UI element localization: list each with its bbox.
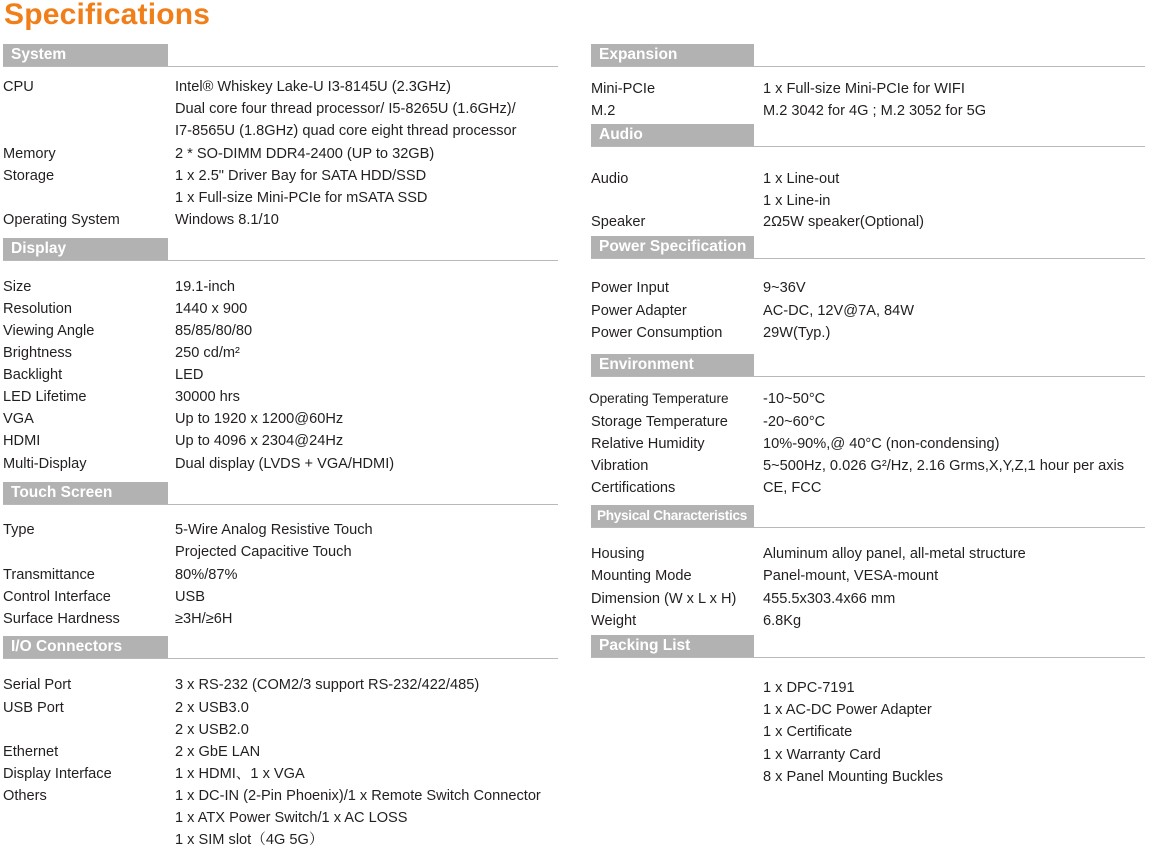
spec-value: LED [175, 367, 204, 383]
spec-value: 1 x Line-in [763, 193, 831, 210]
spec-values [763, 211, 924, 233]
page-title: Specifications [4, 0, 211, 31]
spec-value: 19.1-inch [175, 279, 236, 295]
spec-value: 455.5x303.4x66 mm [763, 591, 896, 607]
spec-values [763, 455, 1124, 477]
spec-values [175, 697, 249, 741]
spec-value: M.2 3042 for 4G ; M.2 3052 for 5G [763, 103, 987, 119]
spec-value: USB [175, 589, 206, 605]
spec-label: Others [3, 788, 47, 804]
section-divider [3, 260, 558, 261]
spec-value: Aluminum alloy panel, all-metal structure [763, 546, 1026, 562]
section-io [3, 636, 558, 660]
section-title: Expansion [591, 44, 754, 66]
spec-value: 1 x HDMI、1 x VGA [175, 766, 305, 782]
section-header [3, 238, 558, 262]
section-physical [591, 505, 1145, 529]
section-expansion [591, 44, 1145, 68]
spec-value: 1 x 2.5" Driver Bay for SATA HDD/SSD [175, 168, 427, 184]
spec-value: 1 x ATX Power Switch/1 x AC LOSS [175, 810, 408, 827]
section-display [3, 238, 558, 262]
spec-label: CPU [3, 79, 34, 95]
spec-value: Intel® Whiskey Lake-U I3-8145U (2.3GHz) [175, 79, 451, 95]
spec-values [175, 320, 252, 342]
spec-label: Surface Hardness [3, 611, 120, 627]
spec-values [763, 100, 986, 122]
section-divider [3, 66, 558, 67]
spec-value: 2 x USB3.0 [175, 700, 249, 716]
spec-label: Certifications [591, 480, 676, 496]
spec-value: Dual core four thread processor/ I5-8265U (1.6GHz)/ [175, 101, 516, 118]
spec-value: 1440 x 900 [175, 301, 248, 317]
spec-values [763, 677, 943, 788]
section-title: I/O Connectors [3, 636, 168, 658]
spec-label: Operating System [3, 212, 120, 228]
spec-label: Power Consumption [591, 325, 723, 341]
spec-values [175, 209, 279, 231]
spec-label: Operating Temperature [589, 391, 729, 406]
spec-value: 5-Wire Analog Resistive Touch [175, 522, 373, 538]
section-environment [591, 354, 1145, 378]
spec-value: 1 x DC-IN (2-Pin Phoenix)/1 x Remote Switch Connector [175, 788, 541, 804]
section-title: Audio [591, 124, 754, 146]
spec-values [763, 388, 825, 410]
spec-values [175, 519, 373, 563]
spec-label: Viewing Angle [3, 323, 95, 339]
spec-value: 5~500Hz, 0.026 G²/Hz, 2.16 Grms,X,Y,Z,1 hour per axis [763, 458, 1125, 474]
spec-values [175, 586, 205, 608]
spec-values [763, 433, 999, 455]
spec-value: 80%/87% [175, 567, 238, 583]
spec-value: -10~50°C [763, 391, 826, 407]
section-system [3, 44, 558, 68]
spec-value: 1 x DPC-7191 [763, 680, 855, 696]
spec-value: 85/85/80/80 [175, 323, 253, 339]
section-header [591, 236, 1145, 260]
spec-values [763, 277, 806, 299]
spec-label: Relative Humidity [591, 436, 705, 452]
spec-label: Speaker [591, 214, 646, 230]
spec-values [175, 564, 237, 586]
section-divider [3, 658, 558, 659]
section-title: Power Specification [591, 236, 754, 258]
spec-label: M.2 [591, 103, 616, 119]
spec-value: 29W(Typ.) [763, 325, 831, 341]
spec-values [763, 78, 965, 100]
spec-value: 1 x SIM slot（4G 5G） [175, 832, 324, 849]
spec-label: Backlight [3, 367, 63, 383]
spec-label: Storage [3, 168, 55, 184]
section-header [591, 44, 1145, 68]
spec-label: Size [3, 279, 32, 295]
spec-label: Mounting Mode [591, 568, 692, 584]
spec-label: Type [3, 522, 35, 538]
section-header [591, 124, 1145, 148]
spec-value: 2Ω5W speaker(Optional) [763, 214, 924, 230]
section-power [591, 236, 1145, 260]
section-divider [591, 657, 1145, 658]
spec-label: Multi-Display [3, 456, 87, 472]
spec-label: Power Input [591, 280, 669, 296]
spec-value: Dual display (LVDS + VGA/HDMI) [175, 456, 395, 472]
spec-value: 3 x RS-232 (COM2/3 support RS-232/422/485) [175, 677, 480, 693]
spec-values [175, 364, 203, 386]
section-title: System [3, 44, 168, 66]
spec-value: Up to 1920 x 1200@60Hz [175, 411, 344, 427]
section-header [3, 44, 558, 68]
spec-values [763, 588, 895, 610]
spec-value: Projected Capacitive Touch [175, 544, 352, 561]
section-header [591, 635, 1145, 659]
section-title: Physical Characteristics [591, 505, 754, 527]
section-divider [3, 504, 558, 505]
spec-value: 6.8Kg [763, 613, 802, 629]
spec-label: Vibration [591, 458, 649, 474]
section-divider [591, 66, 1145, 67]
spec-label: Audio [591, 171, 629, 187]
spec-label: Power Adapter [591, 303, 687, 319]
spec-value: 2 x GbE LAN [175, 744, 261, 760]
spec-values [763, 411, 825, 433]
spec-value: 9~36V [763, 280, 806, 296]
spec-value: AC-DC, 12V@7A, 84W [763, 303, 915, 319]
spec-values [175, 76, 517, 143]
spec-value: 1 x Full-size Mini-PCIe for WIFI [763, 81, 965, 97]
spec-label: HDMI [3, 433, 41, 449]
spec-label: USB Port [3, 700, 64, 716]
spec-values [175, 408, 343, 430]
section-title: Display [3, 238, 168, 260]
spec-value: 30000 hrs [175, 389, 240, 405]
spec-values [175, 608, 232, 630]
section-divider [591, 146, 1145, 147]
spec-value: ≥3H/≥6H [175, 611, 233, 627]
section-header [591, 354, 1145, 378]
spec-values [763, 565, 938, 587]
spec-value: Panel-mount, VESA-mount [763, 568, 939, 584]
section-title: Packing List [591, 635, 754, 657]
spec-value: 10%-90%,@ 40°C (non-condensing) [763, 436, 1000, 452]
spec-values [763, 610, 801, 632]
spec-values [175, 386, 240, 408]
spec-values [763, 322, 830, 344]
spec-label: Serial Port [3, 677, 72, 693]
section-touch [3, 482, 558, 506]
spec-label: Resolution [3, 301, 72, 317]
spec-values [175, 276, 235, 298]
spec-value: 1 x Full-size Mini-PCIe for mSATA SSD [175, 190, 428, 207]
spec-values [175, 763, 305, 785]
spec-value: 1 x Certificate [763, 724, 853, 741]
spec-values [175, 741, 260, 763]
section-header [3, 482, 558, 506]
spec-value: -20~60°C [763, 414, 826, 430]
spec-values [175, 165, 427, 209]
spec-values [175, 342, 240, 364]
section-audio [591, 124, 1145, 148]
spec-label: Weight [591, 613, 637, 629]
spec-value: 1 x Warranty Card [763, 746, 881, 763]
spec-values [763, 300, 914, 322]
spec-value: I7-8565U (1.8GHz) quad core eight thread processor [175, 123, 517, 140]
spec-label: Control Interface [3, 589, 111, 605]
section-title: Touch Screen [3, 482, 168, 504]
section-header [3, 636, 558, 660]
spec-values [175, 143, 434, 165]
spec-label: VGA [3, 411, 34, 427]
section-divider [591, 376, 1145, 377]
spec-values [763, 168, 839, 212]
spec-values [175, 430, 343, 452]
spec-label: Storage Temperature [591, 414, 728, 430]
spec-label: Transmittance [3, 567, 95, 583]
section-header [591, 505, 1145, 529]
spec-values [175, 674, 479, 696]
spec-values [175, 785, 541, 852]
spec-label: Ethernet [3, 744, 59, 760]
spec-label: Dimension (W x L x H) [591, 591, 737, 607]
spec-values [763, 543, 1026, 565]
spec-label: Brightness [3, 345, 72, 361]
section-divider [591, 527, 1145, 528]
spec-value: 2 x USB2.0 [175, 722, 249, 739]
spec-label: Memory [3, 146, 56, 162]
section-divider [591, 258, 1145, 259]
section-packing [591, 635, 1145, 659]
spec-values [763, 477, 821, 499]
spec-label: Mini-PCIe [591, 81, 656, 97]
spec-values [175, 453, 394, 475]
spec-value: 8 x Panel Mounting Buckles [763, 768, 944, 785]
spec-value: 1 x AC-DC Power Adapter [763, 702, 932, 719]
spec-value: 1 x Line-out [763, 171, 840, 187]
spec-value: 250 cd/m² [175, 345, 240, 361]
spec-label: Housing [591, 546, 645, 562]
section-title: Environment [591, 354, 754, 376]
spec-value: 2 * SO-DIMM DDR4-2400 (UP to 32GB) [175, 146, 435, 162]
spec-value: Up to 4096 x 2304@24Hz [175, 433, 344, 449]
spec-values [175, 298, 247, 320]
spec-value: Windows 8.1/10 [175, 212, 279, 228]
spec-label: Display Interface [3, 766, 112, 782]
spec-value: CE, FCC [763, 480, 822, 496]
spec-label: LED Lifetime [3, 389, 87, 405]
